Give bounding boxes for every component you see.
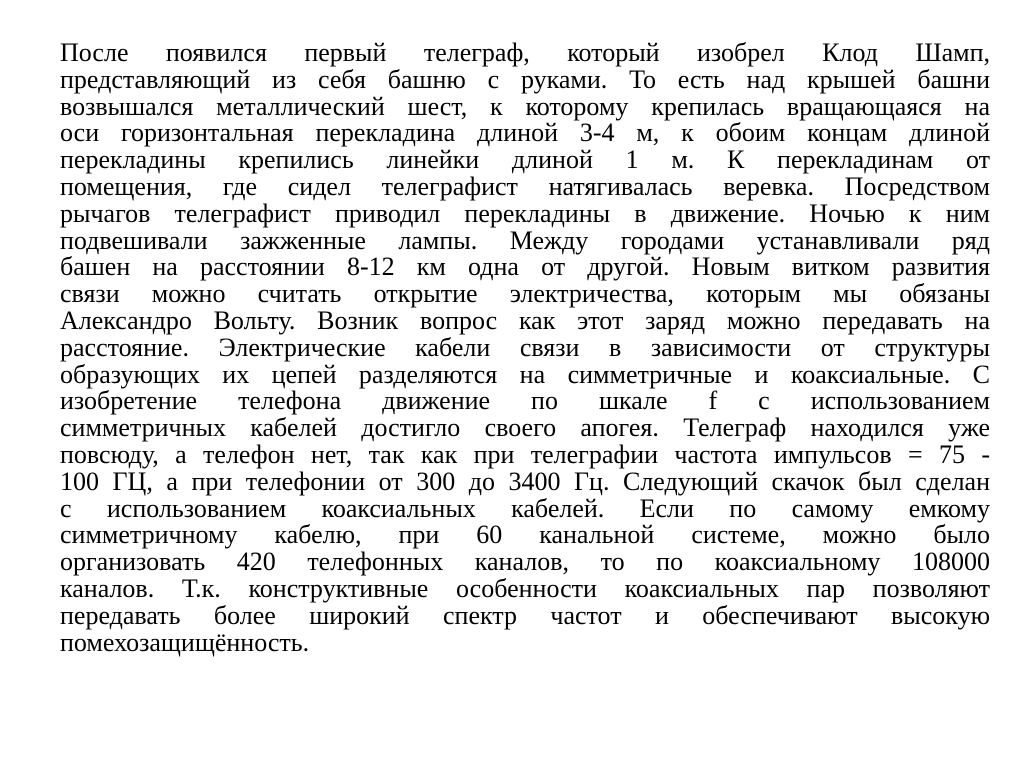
text-line: связи можно считать открытие электричества, которым мы обязаны	[60, 279, 990, 309]
text-line: передавать более широкий спектр частот и обеспечивают высокую	[60, 600, 990, 630]
text-line: помехозащищённость.	[60, 627, 310, 657]
text-line: 100 ГЦ, а при телефонии от 300 до 3400 Гц. Следующий скачок был сделан	[60, 466, 990, 496]
text-line: Александро Вольту. Возник вопрос как этот заряд можно передавать на	[60, 305, 990, 335]
text-line: подвешивали зажженные лампы. Между городами устанавливали ряд	[60, 225, 990, 255]
text-line: башен на расстоянии 8-12 км одна от другой. Новым витком развития	[60, 252, 990, 282]
text-line: рычагов телеграфист приводил перекладины в движение. Ночью к ним	[60, 198, 990, 228]
text-line: представляющий из себя башню с руками. То есть над крышей башни	[60, 64, 990, 94]
text-line: симметричных кабелей достигло своего апогея. Телеграф находился уже	[60, 413, 990, 443]
body-text	[60, 40, 990, 656]
text-line: помещения, где сидел телеграфист натягивалась веревка. Посредством	[60, 171, 990, 201]
text-line: каналов. Т.к. конструктивные особенности коаксиальных пар позволяют	[60, 573, 990, 603]
text-line: возвышался металлический шест, к которому крепилась вращающаяся на	[60, 91, 990, 121]
text-line: образующих их цепей разделяются на симметричные и коаксиальные. С	[60, 359, 990, 389]
text-line: расстояние. Электрические кабели связи в зависимости от структуры	[60, 332, 990, 362]
text-line: оси горизонтальная перекладина длиной 3-4 м, к обоим концам длиной	[60, 118, 990, 148]
text-line: перекладины крепились линейки длиной 1 м. К перекладинам от	[60, 145, 990, 175]
text-line: организовать 420 телефонных каналов, то по коаксиальному 108000	[60, 547, 990, 577]
text-line: с использованием коаксиальных кабелей. Если по самому емкому	[60, 493, 990, 523]
text-line: изобретение телефона движение по шкале f с использованием	[60, 386, 990, 416]
text-line: симметричному кабелю, при 60 канальной системе, можно было	[60, 520, 990, 550]
text-line: После появился первый телеграф, который изобрел Клод Шамп,	[60, 38, 990, 67]
text-line: повсюду, а телефон нет, так как при телеграфии частота импульсов = 75 -	[60, 439, 990, 469]
